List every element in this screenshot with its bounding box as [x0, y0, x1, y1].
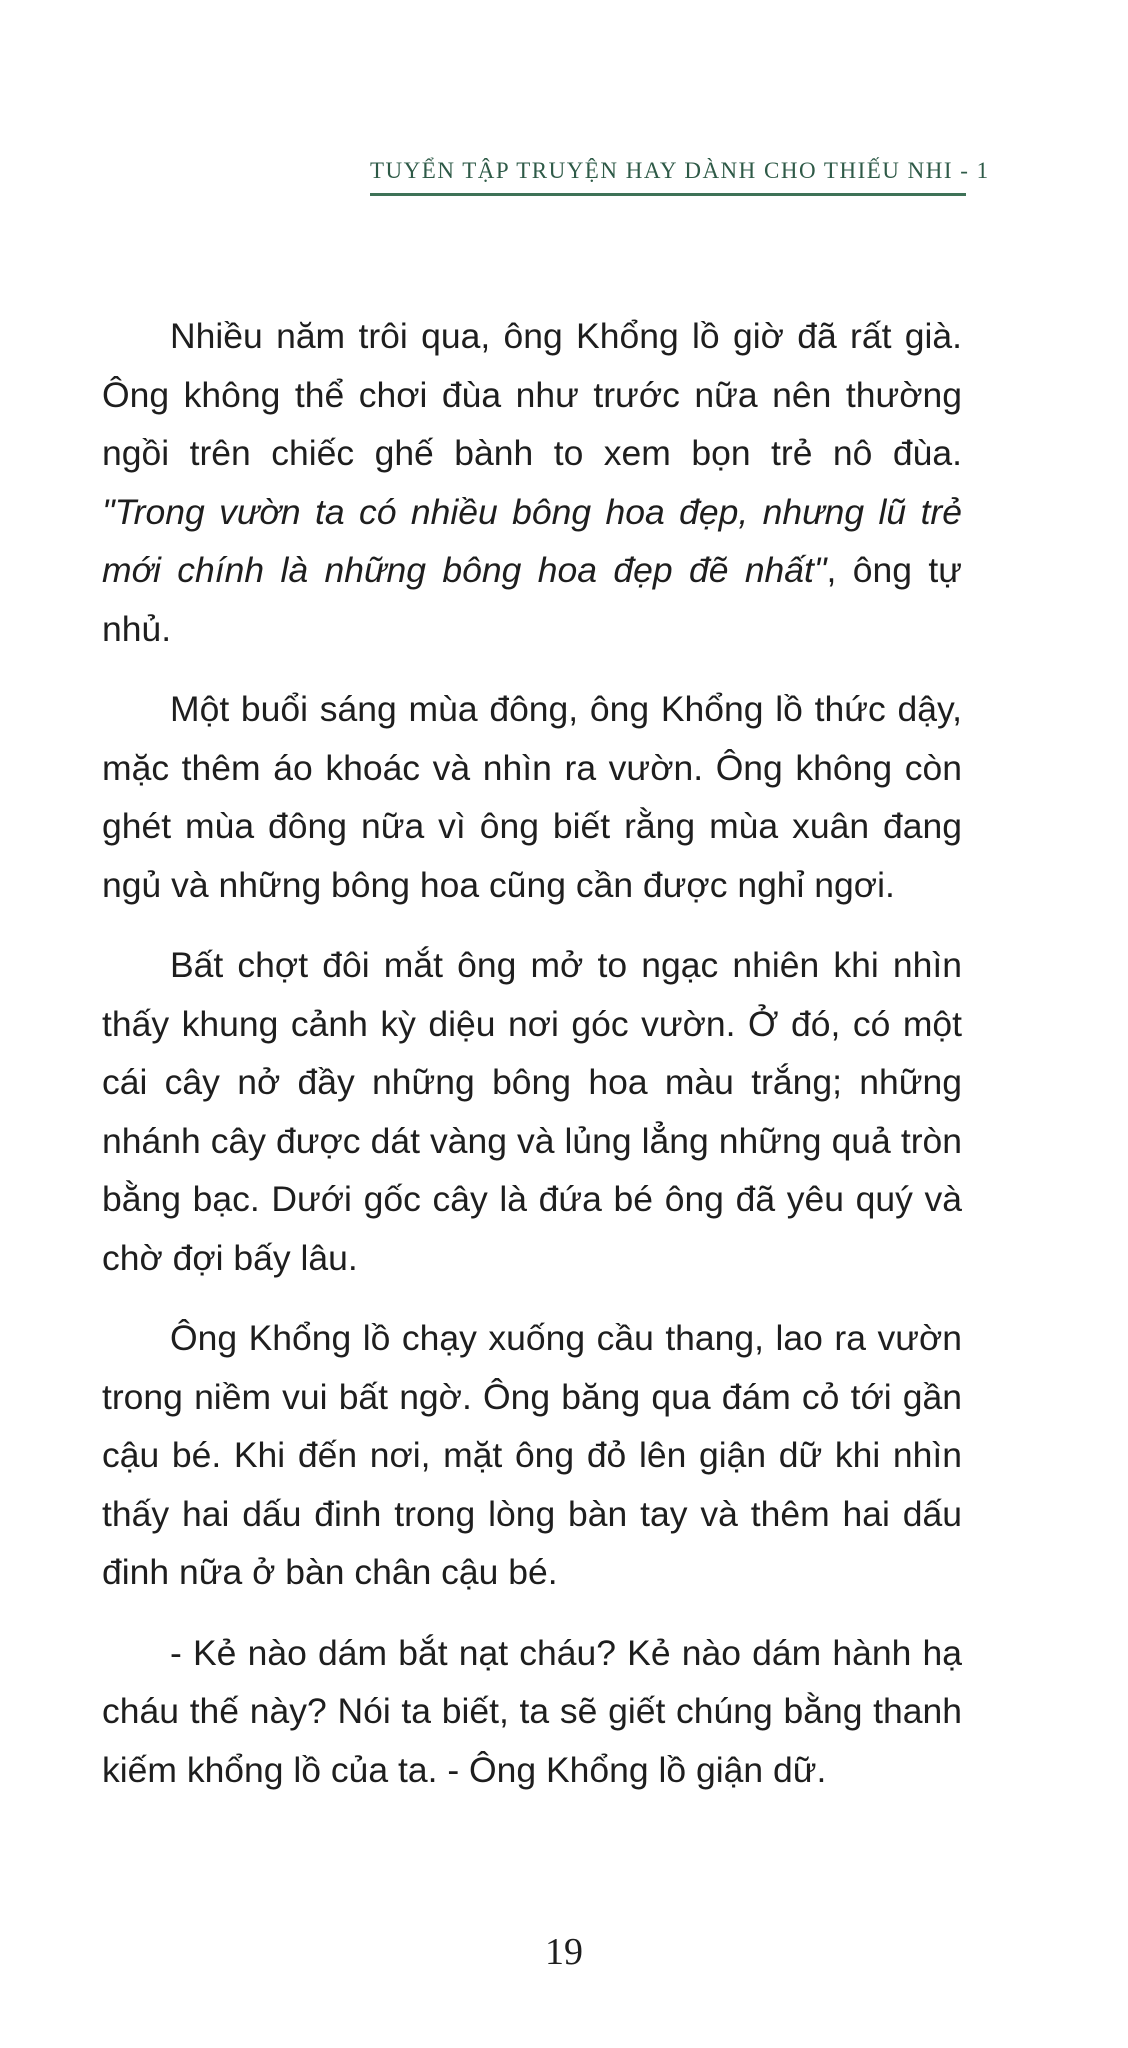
paragraph-1	[102, 307, 962, 658]
paragraph-1-tail: , ông tự nhủ.	[102, 550, 962, 649]
story-text	[102, 307, 962, 1821]
page-number: 19	[545, 1931, 583, 1973]
paragraph-2	[102, 680, 962, 914]
paragraph-5-text: - Kẻ nào dám bắt nạt cháu? Kẻ nào dám hành hạ cháu thế này? Nói ta biết, ta sẽ giết chúng bằng thanh kiếm khổng lồ của ta. - Ông Khổng lồ giận dữ.	[102, 1632, 962, 1790]
running-header: TUYỂN TẬP TRUYỆN HAY DÀNH CHO THIẾU NHI - 1	[370, 158, 990, 183]
paragraph-1-quote: "Trong vườn ta có nhiều bông hoa đẹp, nhưng lũ trẻ mới chính là những bông hoa đẹp đẽ nhất"	[102, 491, 962, 590]
paragraph-4-text: Ông Khổng lồ chạy xuống cầu thang, lao ra vườn trong niềm vui bất ngờ. Ông băng qua đám cỏ tới gần cậu bé. Khi đến nơi, mặt ông đỏ lên giận dữ khi nhìn thấy hai dấu đinh trong lòng bàn tay và thêm hai dấu đinh nữa ở bàn chân cậu bé.	[102, 1318, 962, 1592]
paragraph-2-text: Một buổi sáng mùa đông, ông Khổng lồ thức dậy, mặc thêm áo khoác và nhìn ra vườn. Ông không còn ghét mùa đông nữa vì ông biết rằng mùa xuân đang ngủ và những bông hoa cũng cần được nghỉ ngơi.	[102, 689, 962, 905]
paragraph-3	[102, 936, 962, 1287]
header-rule	[370, 193, 966, 196]
paragraph-5	[102, 1624, 962, 1800]
paragraph-3-text: Bất chợt đôi mắt ông mở to ngạc nhiên khi nhìn thấy khung cảnh kỳ diệu nơi góc vườn. Ở đó, có một cái cây nở đầy những bông hoa màu trắng; những nhánh cây được dát vàng và lủng lẳng những quả tròn bằng bạc. Dưới gốc cây là đứa bé ông đã yêu quý và chờ đợi bấy lâu.	[102, 945, 962, 1278]
paragraph-4	[102, 1309, 962, 1602]
paragraph-1-text: Nhiều năm trôi qua, ông Khổng lồ giờ đã rất già. Ông không thể chơi đùa như trước nữa nên thường ngồi trên chiếc ghế bành to xem bọn trẻ nô đùa.	[102, 316, 962, 473]
